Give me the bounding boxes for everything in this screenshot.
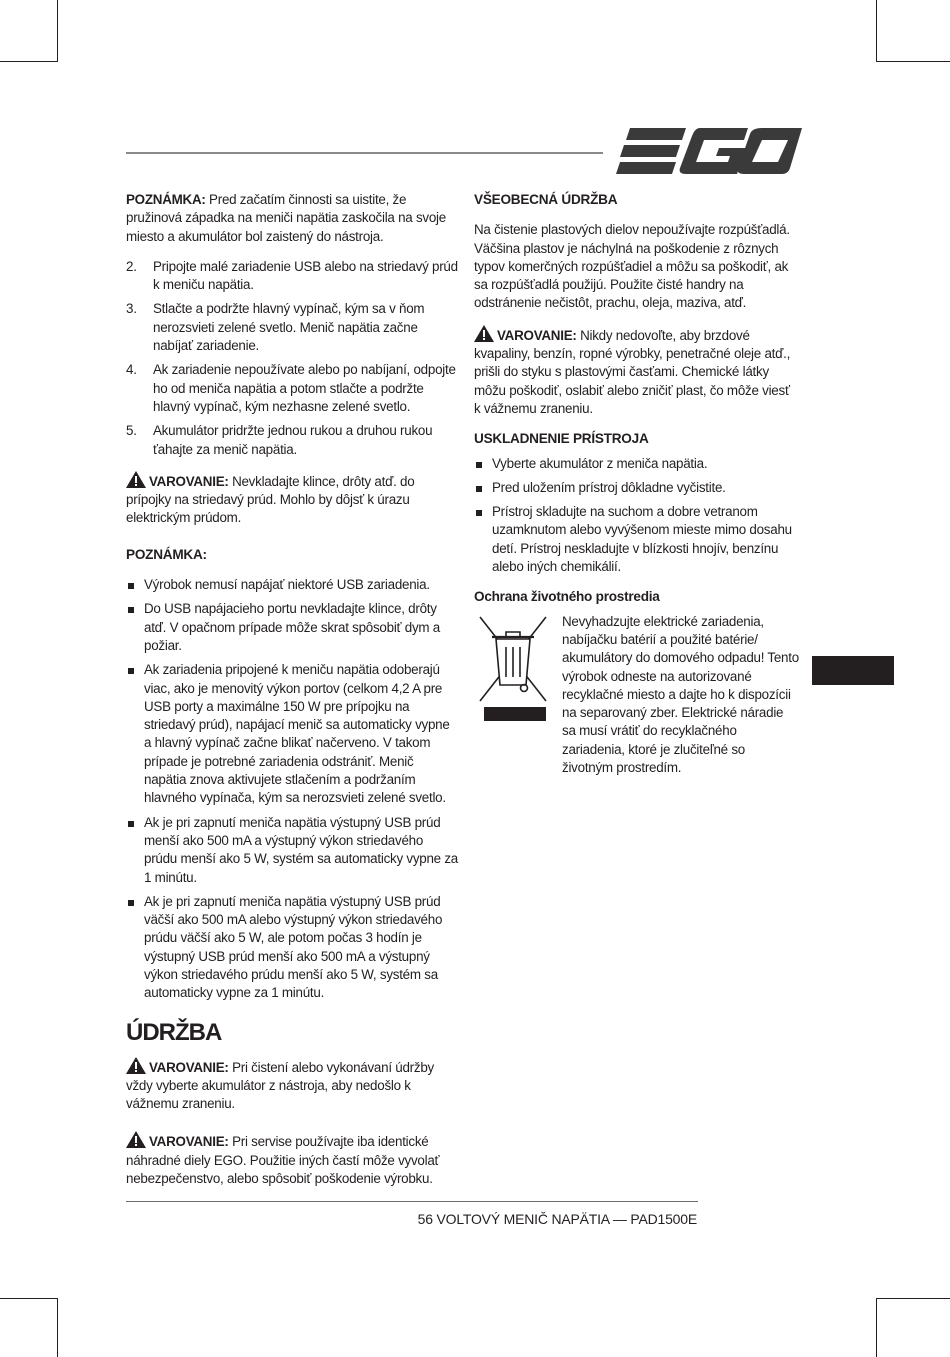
bullet-text: Vyberte akumulátor z meniča napätia. (492, 455, 708, 471)
note-heading: POZNÁMKA: (126, 546, 207, 562)
bullet-text: Ak je pri zapnutí meniča napätia výstupný USB prúd menší ako 500 mA a výstupný výkon striedavého prúdu menší ako 5 W, systém sa automaticky vypne za 1 minútu. (144, 814, 458, 885)
step-number: 5. (126, 423, 137, 439)
header-rule (126, 152, 603, 154)
side-tab (812, 656, 894, 685)
warning-paragraph (126, 1131, 458, 1188)
list-item (126, 600, 458, 655)
warning-icon (474, 325, 494, 342)
step-number: 3. (126, 301, 137, 317)
environment-text: Nevyhadzujte elektrické zariadenia, nabíjačku batérií a použité batérie/ akumulátory do domového odpadu! Tento výrobok odneste na autorizované recyklačné miesto a dajte ho k dispozícii na separovaný zber. Elektrické náradie sa musí vrátiť do recyklačného zariadenia, ktoré je zlučiteľné so životným prostredím. (562, 613, 799, 776)
crop-mark (876, 61, 950, 62)
list-item (474, 479, 799, 497)
step-text: Pripojte malé zariadenie USB alebo na striedavý prúd k meniču napätia. (153, 258, 458, 293)
warning-paragraph (474, 325, 799, 418)
warning-text: Nikdy nedovoľte, aby brzdové kvapaliny, benzín, ropné výrobky, penetračné oleje atď., prišli do styku s plastovými časťami. Chemické látky môžu poškodiť, oslabiť alebo zničiť plast, čo môže viesť k vážnemu zraneniu. (474, 327, 791, 416)
warning-paragraph (126, 471, 458, 528)
environment-heading: Ochrana životného prostredia (474, 589, 660, 605)
warning-icon (126, 471, 146, 488)
list-item (474, 455, 799, 473)
list-item (126, 258, 458, 295)
list-item (474, 503, 799, 576)
bullet-icon (476, 510, 482, 516)
warning-text: Nevkladajte klince, drôty atď. do prípojky na striedavý prúd. Mohlo by dôjsť k úrazu elektrickým prúdom. (126, 473, 415, 526)
bullet-text: Výrobok nemusí napájať niektoré USB zariadenia. (144, 577, 430, 593)
footer-rule (126, 1201, 698, 1202)
step-text: Akumulátor pridržte jednou rukou a druhou rukou ťahajte za menič napätia. (153, 423, 433, 457)
general-maintenance-text: Na čistenie plastových dielov nepoužívajte rozpúšťadlá. Väčšina plastov je náchylná na poškodenie z rôznych typov komerčných rozpúšťadiel a môžu sa poškodiť, ak sa rozpúšťadlá použijú. Použite čisté handry na odstránenie nečistôt, prachu, oleja, maziva, atď. (474, 222, 790, 311)
warning-icon (126, 1057, 146, 1074)
bullet-icon (128, 668, 134, 674)
warning-paragraph (126, 1057, 458, 1114)
page-footer: 56 VOLTOVÝ MENIČ NAPÄTIA — PAD1500E (417, 1211, 697, 1227)
list-item (126, 300, 458, 355)
warning-label: VAROVANIE: (149, 1059, 229, 1075)
maintenance-heading: ÚDRŽBA (126, 1018, 222, 1046)
note-label: POZNÁMKA: (126, 192, 206, 207)
general-maintenance-heading: VŠEOBECNÁ ÚDRŽBA (474, 192, 618, 207)
step-number: 4. (126, 362, 137, 378)
warning-icon (126, 1131, 146, 1148)
bullet-icon (128, 900, 134, 906)
bullet-text: Pred uložením prístroj dôkladne vyčistite. (492, 479, 726, 495)
warning-text: Pri čistení alebo vykonávaní údržby vždy vyberte akumulátor z nástroja, aby nedošlo k vážnemu zraneniu. (126, 1059, 434, 1112)
list-item (126, 814, 458, 887)
bullet-text: Prístroj skladujte na suchom a dobre vetranom uzamknutom alebo vyvýšenom mieste mimo dosahu detí. Prístroj neskladujte v blízkosti hnojív, benzínu alebo iných chemikálií. (492, 504, 792, 575)
list-item (126, 661, 458, 807)
environment-block (474, 613, 799, 778)
storage-heading: USKLADNENIE PRÍSTROJA (474, 431, 649, 447)
crop-mark (57, 1298, 58, 1357)
ego-logo (616, 128, 802, 174)
crop-mark (0, 61, 58, 62)
bullet-icon (128, 583, 134, 589)
crop-mark (0, 1298, 58, 1299)
crop-mark (876, 1298, 950, 1299)
warning-label: VAROVANIE: (149, 473, 229, 489)
bullet-icon (476, 462, 482, 468)
bullet-icon (128, 607, 134, 613)
crop-mark (876, 1298, 877, 1357)
warning-label: VAROVANIE: (497, 327, 577, 343)
warning-label: VAROVANIE: (149, 1134, 229, 1150)
step-text: Stlačte a podržte hlavný vypínač, kým sa v ňom nerozsvieti zelené svetlo. Menič napätia začne nabíjať zariadenie. (153, 301, 425, 354)
note-intro (126, 191, 458, 246)
right-column (474, 191, 799, 777)
crop-mark (876, 0, 877, 62)
list-item (126, 361, 458, 416)
crossed-bin-icon (476, 615, 550, 721)
crop-mark (57, 0, 58, 62)
note-text: Pred začatím činnosti sa uistite, že pružinová západka na meniči napätia zaskočila na svoje miesto a akumulátor bol zaistený do nástroja. (126, 192, 446, 244)
list-item (126, 422, 458, 459)
list-item (126, 893, 458, 1003)
bullet-text: Do USB napájacieho portu nevkladajte klince, drôty atď. V opačnom prípade môže skrat spôsobiť dym a požiar. (144, 601, 440, 653)
bullet-icon (476, 486, 482, 492)
bullet-icon (128, 821, 134, 827)
left-column (126, 191, 458, 1188)
bullet-text: Ak je pri zapnutí meniča napätia výstupný USB prúd väčší ako 500 mA alebo výstupný výkon striedavého prúdu väčší ako 5 W, ale potom počas 3 hodín je výstupný USB prúd menší ako 500 mA a výstupný výkon striedavého prúdu menší ako 5 W, systém sa automaticky vypne za 1 minútu. (144, 893, 443, 1001)
warning-text: Pri servise používajte iba identické náhradné diely EGO. Použitie iných častí môže vyvolať nebezpečenstvo, alebo spôsobiť poškodenie výrobku. (126, 1134, 440, 1187)
step-number: 2. (126, 258, 137, 274)
step-text: Ak zariadenie nepoužívate alebo po nabíjaní, odpojte ho od meniča napätia a potom stlačte a podržte hlavný vypínač, kým nezhasne zelené svetlo. (153, 362, 456, 414)
bullet-text: Ak zariadenia pripojené k meniču napätia odoberajú viac, ako je menovitý výkon portov (celkom 4,2 A pre USB porty a maximálne 150 W pre prípojku na striedavý prúd), napájací menič sa automaticky vypne a hlavný vypínač začne blikať načerveno. V takom prípade je potrebné zariadenia odstrániť. Menič napätia znova aktivujete stlačením a podržaním hlavného vypínača, kým sa nerozsvieti zelené svetlo. (144, 662, 450, 806)
list-item (126, 576, 458, 594)
